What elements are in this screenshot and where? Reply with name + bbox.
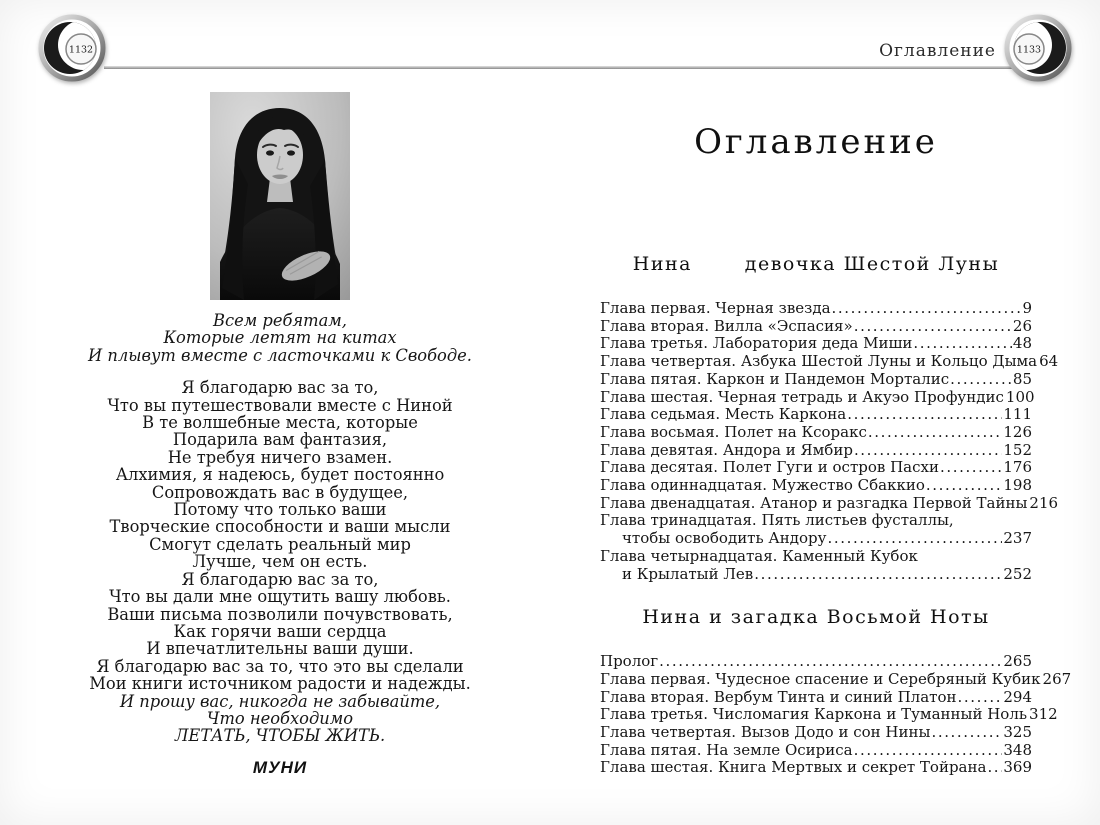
author-signature: МУНИ bbox=[252, 757, 308, 777]
toc-entry-page: 152 bbox=[1003, 440, 1032, 459]
toc-entry bbox=[600, 424, 1032, 442]
dedication-line: Ваши письма позволили почувствовать, bbox=[107, 604, 453, 624]
toc-section bbox=[600, 252, 1059, 583]
toc-entry-title: Глава вторая. Вилла «Эспасия» bbox=[600, 316, 853, 335]
dedication-line: Не требуя ничего взамен. bbox=[167, 447, 393, 467]
section-heading: Нина девочка Шестой Луны bbox=[632, 253, 1000, 275]
toc-sections bbox=[600, 252, 1072, 777]
toc-entry-title: Глава восьмая. Полет на Ксоракс bbox=[600, 422, 867, 441]
dedication-line: Я благодарю вас за то, bbox=[181, 569, 379, 589]
dedication-line: Что вы путешествовали вместе с Ниной bbox=[107, 395, 453, 415]
dot-leader bbox=[827, 530, 1002, 548]
dedication-epigraph bbox=[40, 312, 520, 364]
toc-entry bbox=[600, 566, 1032, 584]
toc-entry-page: 252 bbox=[1003, 564, 1032, 583]
toc-entry-page: 325 bbox=[1003, 723, 1032, 742]
toc-entry-title: Пролог bbox=[600, 652, 659, 671]
toc-entry bbox=[600, 512, 1032, 530]
dot-leader bbox=[913, 335, 1012, 353]
toc-entry bbox=[600, 548, 1032, 566]
toc-entry-page: 237 bbox=[1003, 529, 1032, 548]
toc-entry-title: Глава вторая. Вербум Тинта и синий Платон bbox=[600, 687, 957, 706]
toc-entry-page: 216 bbox=[1029, 493, 1059, 512]
dot-leader bbox=[868, 424, 1002, 442]
dot-leader bbox=[832, 300, 1022, 318]
dedication-line: Смогут сделать реальный мир bbox=[149, 534, 411, 554]
dedication-line: И прошу вас, никогда не забывайте, bbox=[119, 691, 441, 711]
dot-leader bbox=[847, 406, 1002, 424]
toc-entry-title: Глава четырнадцатая. Каменный Кубок bbox=[600, 546, 918, 565]
dot-leader bbox=[854, 318, 1012, 336]
toc-entry bbox=[600, 705, 1058, 724]
header-rule bbox=[104, 66, 1014, 69]
toc-entry-page: 100 bbox=[1005, 387, 1035, 406]
toc-entry bbox=[600, 352, 1059, 371]
toc-entry-title: Глава четвертая. Вызов Додо и сон Нины bbox=[600, 723, 931, 742]
dedication-line: Творческие способности и ваши мысли bbox=[109, 517, 451, 537]
dedication-line: Я благодарю вас за то, bbox=[181, 378, 379, 398]
toc-entry bbox=[600, 530, 1032, 548]
dedication-line: И впечатлительны ваши души. bbox=[146, 639, 414, 659]
dot-leader bbox=[926, 477, 1003, 495]
dedication-line: Подарила вам фантазия, bbox=[172, 430, 388, 450]
dedication-line: Мои книги источником радости и надежды. bbox=[89, 674, 471, 694]
dedication-line: Что необходимо bbox=[206, 708, 354, 728]
toc-entry-title: и Крылатый Лев bbox=[622, 564, 754, 583]
toc-entry-page: 85 bbox=[1012, 369, 1032, 388]
dedication-line: Всем ребятам, bbox=[213, 311, 347, 330]
toc-entry bbox=[600, 318, 1032, 336]
toc-entry-title: Глава шестая. Черная тетрадь и Акуэо Профундис bbox=[600, 387, 1004, 406]
toc-entry bbox=[600, 300, 1032, 318]
moon-ornament-left bbox=[36, 12, 108, 84]
dot-leader bbox=[854, 442, 1002, 460]
dedication-body bbox=[40, 379, 520, 692]
dedication-closing bbox=[40, 693, 520, 745]
toc-entry bbox=[600, 724, 1032, 742]
toc-entry-title: Глава третья. Лаборатория деда Миши bbox=[600, 334, 913, 353]
dot-leader bbox=[754, 566, 1002, 584]
toc-entry-page: 126 bbox=[1003, 422, 1032, 441]
dedication-line: В те волшебные места, которые bbox=[142, 413, 418, 433]
toc-list bbox=[600, 299, 1059, 583]
toc-entry bbox=[600, 459, 1032, 477]
dot-leader bbox=[659, 653, 1002, 671]
dedication-line: Потому что только ваши bbox=[173, 500, 387, 520]
toc-entry-title: Глава девятая. Андора и Ямбир bbox=[600, 440, 853, 459]
toc-entry-page: 64 bbox=[1039, 352, 1059, 371]
author-portrait-illustration bbox=[210, 92, 350, 300]
moon-ornament-right bbox=[1002, 12, 1074, 84]
dedication-line: ЛЕТАТЬ, ЧТОБЫ ЖИТЬ. bbox=[174, 726, 386, 746]
toc-entry bbox=[600, 689, 1032, 707]
dot-leader bbox=[950, 371, 1012, 389]
toc-entry bbox=[600, 669, 1072, 689]
toc-entry-title: Глава пятая. Каркон и Пандемон Морталис bbox=[600, 369, 950, 388]
toc-entry-page: 267 bbox=[1042, 669, 1072, 688]
toc-entry bbox=[600, 335, 1032, 353]
toc-entry-title: Глава двенадцатая. Атанор и разгадка Первой Тайны bbox=[600, 493, 1028, 512]
toc-section bbox=[600, 605, 1072, 777]
right-page bbox=[600, 80, 1072, 777]
toc-entry-page: 348 bbox=[1003, 740, 1032, 759]
dedication-line: Лучше, чем он есть. bbox=[192, 552, 368, 572]
running-header-title: Оглавление bbox=[879, 41, 996, 61]
toc-entry-page: 26 bbox=[1012, 316, 1032, 335]
dot-leader bbox=[987, 759, 1002, 777]
toc-entry-title: Глава седьмая. Месть Каркона bbox=[600, 405, 847, 424]
toc-entry-title: Глава четвертая. Азбука Шестой Луны и Кольцо Дыма bbox=[600, 352, 1038, 371]
dot-leader bbox=[854, 742, 1003, 760]
crescent-moon-icon bbox=[36, 12, 108, 84]
page-number-right: 1133 bbox=[1016, 44, 1042, 56]
toc-entry-page: 312 bbox=[1029, 705, 1058, 724]
toc-list bbox=[600, 652, 1072, 777]
dedication-line: Алхимия, я надеюсь, будет постоянно bbox=[115, 465, 445, 485]
toc-entry bbox=[600, 371, 1032, 389]
toc-entry-title: чтобы освободить Андору bbox=[622, 529, 827, 548]
toc-entry-title: Глава третья. Числомагия Каркона и Туманный Ноль bbox=[600, 705, 1028, 724]
dedication-line: Я благодарю вас за то, что это вы сделали bbox=[96, 656, 464, 676]
toc-entry bbox=[600, 406, 1032, 424]
toc-entry-title: Глава первая. Черная звезда bbox=[600, 299, 831, 317]
crescent-moon-icon bbox=[1002, 12, 1074, 84]
toc-entry-page: 176 bbox=[1003, 458, 1032, 477]
toc-entry-title: Глава десятая. Полет Гуги и остров Пасхи bbox=[600, 458, 939, 477]
toc-entry-page: 198 bbox=[1003, 476, 1032, 495]
toc-entry-page: 48 bbox=[1012, 334, 1032, 353]
toc-entry-page: 265 bbox=[1003, 652, 1032, 671]
page-number-left: 1132 bbox=[68, 44, 94, 56]
toc-entry bbox=[600, 387, 1035, 407]
toc-entry-title: Глава тринадцатая. Пять листьев фусталлы, bbox=[600, 511, 954, 530]
section-heading: Нина и загадка Восьмой Ноты bbox=[642, 606, 990, 629]
toc-title: Оглавление bbox=[694, 122, 938, 162]
dedication-line: Как горячи ваши сердца bbox=[173, 621, 387, 641]
dedication-text bbox=[40, 312, 520, 776]
dedication-line: Сопровождать вас в будущее, bbox=[151, 482, 409, 502]
dedication-line: Которые летят на китах bbox=[163, 328, 397, 348]
toc-entry bbox=[600, 493, 1059, 513]
toc-entry bbox=[600, 653, 1032, 671]
dot-leader bbox=[957, 689, 1002, 707]
toc-entry-title: Глава одиннадцатая. Мужество Сбаккио bbox=[600, 476, 925, 495]
toc-entry bbox=[600, 742, 1032, 760]
toc-entry-page: 294 bbox=[1003, 687, 1032, 706]
toc-entry bbox=[600, 477, 1032, 495]
dedication-line: И плывут вместе с ласточками к Свободе. bbox=[88, 345, 472, 365]
author-photo bbox=[210, 92, 350, 300]
toc-entry bbox=[600, 759, 1032, 777]
toc-entry-title: Глава первая. Чудесное спасение и Серебряный Кубик bbox=[600, 669, 1041, 688]
dot-leader bbox=[940, 459, 1002, 477]
toc-entry-page: 9 bbox=[1022, 299, 1032, 317]
toc-entry bbox=[600, 442, 1032, 460]
toc-entry-title: Глава шестая. Книга Мертвых и секрет Тойрана bbox=[600, 758, 987, 777]
dot-leader bbox=[931, 724, 1002, 742]
toc-entry-page: 369 bbox=[1003, 758, 1032, 777]
toc-entry-title: Глава пятая. На земле Осириса bbox=[600, 740, 853, 759]
toc-entry-page: 111 bbox=[1003, 405, 1032, 424]
dedication-line: Что вы дали мне ощутить вашу любовь. bbox=[109, 587, 451, 607]
